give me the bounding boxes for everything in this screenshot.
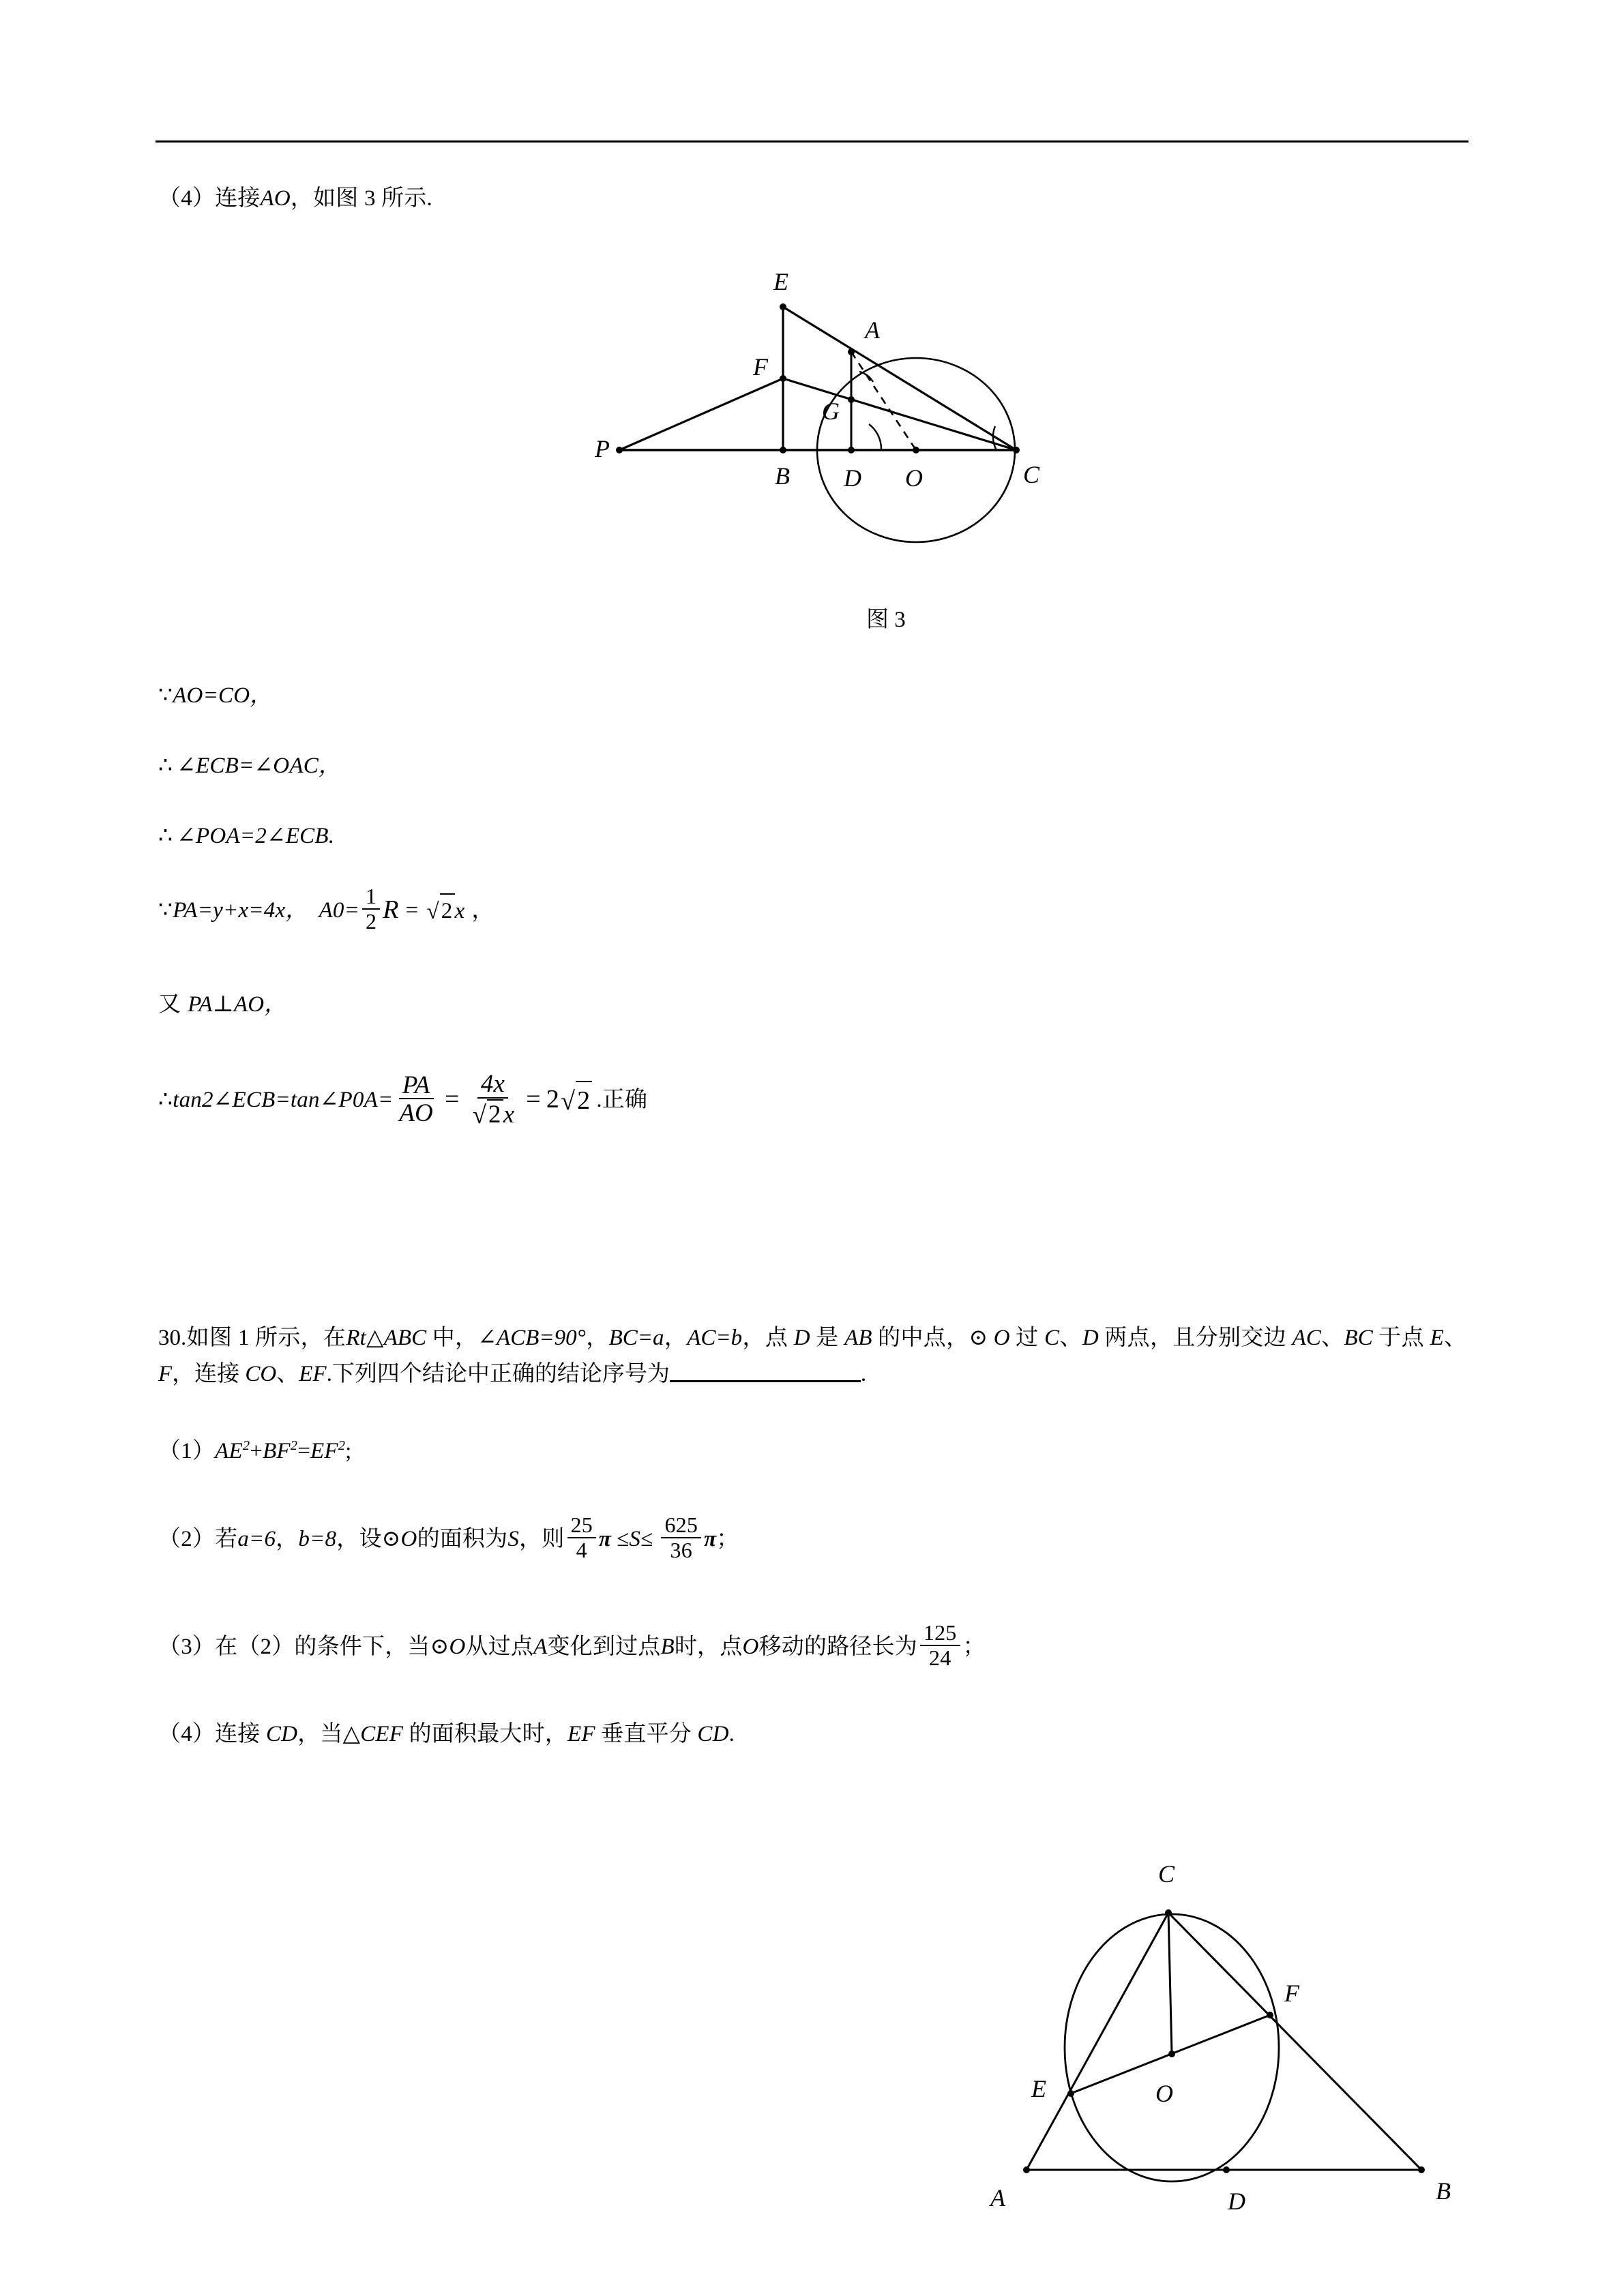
- fraction-numerator: 1: [362, 885, 380, 910]
- fraction-ao-denominator: AO: [399, 1099, 433, 1127]
- item-1-exp-1: 2: [242, 1438, 250, 1453]
- solution-line-4: [158, 886, 494, 934]
- part4-intro-suffix: ，如图 3 所示.: [290, 186, 432, 211]
- comma-1: ，: [471, 897, 494, 923]
- problem-30-item-4: [158, 1718, 735, 1750]
- point-b: [780, 447, 786, 453]
- point-g: [848, 396, 855, 403]
- fraction-denominator: 2: [366, 908, 377, 934]
- solution-line-3: [158, 820, 334, 852]
- stem-rt-triangle-abc: Rt△ABC: [346, 1326, 427, 1350]
- figure-1-svg: [955, 1787, 1473, 2215]
- item-1-exp-3: 2: [338, 1438, 346, 1453]
- point-d-fig1: [1223, 2166, 1230, 2173]
- figure-3-caption: 图 3: [866, 608, 906, 632]
- item-2-circle-o: O: [400, 1526, 417, 1551]
- result-coefficient: 2: [546, 1085, 560, 1114]
- item-4-marker: （4）: [158, 1722, 216, 1746]
- item-3-mid-2: 变化到过点: [547, 1634, 661, 1659]
- item-2-a-value: a=6: [237, 1526, 276, 1551]
- stem-circle-o: O: [993, 1326, 1010, 1350]
- label-o-fig1: O: [1155, 2080, 1173, 2107]
- pi-symbol-1: π: [598, 1526, 612, 1551]
- stem-text-15: 、: [276, 1362, 299, 1387]
- figure-3-svg: [546, 252, 1105, 593]
- label-b-fig1: B: [1436, 2177, 1451, 2205]
- solution-line-4-pre: PA=y+x=4x，: [173, 897, 308, 923]
- item-3-mid-1: 从过点: [465, 1634, 534, 1659]
- stem-point-d: D: [793, 1326, 810, 1350]
- item-1-marker: （1）: [158, 1439, 216, 1463]
- item-1-bf: BF: [263, 1439, 291, 1463]
- fraction-625-num: 625: [661, 1514, 701, 1538]
- item-4-cd-2: CD: [697, 1722, 729, 1746]
- stem-text-8: 过: [1009, 1326, 1045, 1350]
- point-a-fig1: [1023, 2166, 1030, 2173]
- part4-intro-prefix: （4）连接: [158, 186, 261, 211]
- fraction-36-den: 36: [670, 1537, 692, 1562]
- fraction-4x-numerator: 4x: [477, 1071, 508, 1099]
- part4-intro: [158, 183, 432, 215]
- fraction-25-over-4: [567, 1514, 596, 1562]
- stem-angle-acb: ∠ACB=90°: [477, 1326, 586, 1350]
- item-4-ef: EF: [567, 1722, 595, 1746]
- item-4-mid-3: 垂直平分: [595, 1722, 698, 1746]
- stem-text-11: 、: [1320, 1326, 1344, 1350]
- item-1-equals: =: [297, 1439, 311, 1463]
- figure-1: [955, 1787, 1473, 2215]
- stem-text-13: 、: [1443, 1326, 1467, 1350]
- sqrt-denominator-radicand: 2: [487, 1099, 503, 1127]
- stem-text-3: ，: [585, 1326, 609, 1350]
- stem-side-bc: BC: [1344, 1326, 1373, 1350]
- stem-point-f: F: [158, 1362, 173, 1387]
- item-3-mid-4: 移动的路径长为: [758, 1634, 917, 1659]
- problem-30-item-1: [158, 1435, 352, 1467]
- sqrt-tail-variable: x: [454, 899, 465, 924]
- item-4-cd: CD: [265, 1722, 298, 1746]
- stem-text-16: .下列四个结论中正确的结论序号为: [326, 1362, 670, 1387]
- point-f-fig1: [1267, 2012, 1273, 2018]
- solution-line-5-body: PA⊥AO，: [188, 992, 287, 1017]
- sqrt-2-result: [559, 1081, 592, 1120]
- item-4-pre: 连接: [215, 1722, 266, 1746]
- problem-30-item-3: [158, 1620, 986, 1671]
- segment-pf: [619, 378, 783, 450]
- problem-30-item-2: [158, 1512, 739, 1563]
- point-c: [1013, 447, 1020, 453]
- sqrt-denominator-tail: x: [503, 1099, 515, 1128]
- therefore-symbol-2: ∴: [158, 824, 173, 848]
- stem-text-12: 于点: [1372, 1326, 1430, 1350]
- fraction-pa-over-ao: [396, 1072, 437, 1127]
- label-c: C: [1023, 461, 1040, 488]
- item-3-point-b: B: [660, 1634, 675, 1659]
- label-d: D: [844, 464, 861, 492]
- label-f-fig1: F: [1284, 1980, 1299, 2007]
- item-1-exp-2: 2: [290, 1438, 298, 1453]
- point-o-fig1: [1168, 2051, 1175, 2057]
- label-g: G: [822, 398, 840, 425]
- item-3-point-o-2: O: [742, 1634, 759, 1659]
- label-a-fig1: A: [990, 2184, 1005, 2211]
- because-symbol-3: ∵: [158, 897, 173, 923]
- figure-3: [546, 252, 1105, 597]
- stem-text-9: 、: [1059, 1326, 1082, 1350]
- stem-point-c: C: [1044, 1326, 1060, 1350]
- pi-symbol-2: π: [704, 1526, 717, 1551]
- item-2-mid: 的面积为: [417, 1526, 508, 1551]
- item-2-pre: 若: [215, 1526, 238, 1551]
- stem-side-ac: AC: [1292, 1326, 1321, 1350]
- item-2-area-s: S: [507, 1526, 520, 1551]
- point-a: [848, 348, 855, 355]
- item-3-pre: 在（2）的条件下，当⊙: [215, 1634, 449, 1659]
- label-o: O: [905, 464, 923, 492]
- equals-sign-2: =: [444, 1085, 460, 1114]
- segment-cb: [1168, 1913, 1421, 2170]
- inequality-s: ≤S≤: [617, 1526, 653, 1551]
- part4-intro-segment-ao: AO: [260, 186, 291, 211]
- stem-text-14: ，连接: [172, 1362, 246, 1387]
- point-p: [616, 447, 623, 453]
- item-2-then: ，则: [519, 1526, 565, 1551]
- item-4-end: .: [728, 1722, 735, 1746]
- fraction-625-over-36: [661, 1514, 701, 1562]
- fraction-125-num: 125: [920, 1622, 960, 1646]
- solution-line-1-body: AO=CO，: [173, 683, 273, 708]
- solution-line-final: [158, 1069, 648, 1129]
- item-4-mid-2: 的面积最大时，: [403, 1722, 567, 1746]
- sqrt-sign-icon: √: [426, 899, 439, 925]
- stem-text-6: 是: [810, 1326, 845, 1350]
- item-2-b-value: b=8: [298, 1526, 337, 1551]
- solution-line-2-body: ∠ECB=∠OAC，: [177, 754, 342, 778]
- moreover-word: 又: [158, 992, 181, 1017]
- stem-text-7: 的中点，⊙: [872, 1326, 994, 1350]
- segment-ec: [783, 307, 1016, 450]
- point-e: [780, 303, 786, 310]
- item-4-mid-1: ，当△: [297, 1722, 361, 1746]
- stem-text-10: 两点，且分别交边: [1098, 1326, 1293, 1350]
- fraction-4x-over-sqrt2x: [468, 1071, 518, 1127]
- equals-sign-1: =: [405, 897, 419, 923]
- point-f: [780, 375, 786, 382]
- label-d-fig1: D: [1228, 2188, 1245, 2215]
- stem-segment-ef: EF: [299, 1362, 327, 1387]
- stem-ac-equals-b: AC=b: [687, 1326, 743, 1350]
- radius-symbol: R: [383, 895, 399, 924]
- problem-number: 30.: [158, 1326, 187, 1350]
- fraction-24-den: 24: [929, 1645, 951, 1670]
- stem-text-2: 中，: [426, 1326, 478, 1350]
- label-c-fig1: C: [1158, 1860, 1175, 1888]
- stem-bc-equals-a: BC=a: [608, 1326, 664, 1350]
- label-e-fig1: E: [1031, 2075, 1046, 2102]
- sqrt-2x: [425, 893, 464, 927]
- segment-co-fig1: [1168, 1913, 1172, 2054]
- segment-ao-dashed: [851, 352, 916, 450]
- point-o: [913, 447, 919, 453]
- answer-blank[interactable]: [670, 1358, 861, 1382]
- point-b-fig1: [1418, 2166, 1425, 2173]
- angle-mark-d: [869, 424, 881, 450]
- fraction-25-num: 25: [567, 1514, 596, 1538]
- item-2-semicolon: ；: [716, 1526, 739, 1551]
- stem-point-e: E: [1430, 1326, 1444, 1350]
- stem-end-period: .: [860, 1362, 867, 1387]
- equals-sign-3: =: [526, 1085, 541, 1114]
- solution-line-4-ao-label: A0=: [319, 897, 360, 923]
- label-f: F: [753, 353, 768, 381]
- item-2-sep-1: ，: [276, 1526, 299, 1551]
- stem-text-1: 如图 1 所示，在: [186, 1326, 346, 1350]
- point-d: [848, 447, 855, 453]
- stem-segment-co: CO: [245, 1362, 277, 1387]
- item-2-sep-2: ，设⊙: [336, 1526, 401, 1551]
- item-3-semicolon: ；: [962, 1634, 986, 1659]
- verdict-correct: .正确: [596, 1088, 648, 1113]
- header-rule: [156, 140, 1468, 143]
- solution-line-2: [158, 750, 341, 782]
- problem-30-stem: [158, 1320, 1466, 1393]
- label-e: E: [773, 268, 788, 295]
- item-4-cef: CEF: [360, 1722, 404, 1746]
- stem-segment-ab: AB: [844, 1326, 872, 1350]
- label-b: B: [775, 462, 790, 490]
- solution-line-5: [158, 989, 287, 1021]
- item-3-circle-o-1: O: [449, 1634, 466, 1659]
- point-e-fig1: [1067, 2090, 1074, 2097]
- solution-line-1: [158, 680, 273, 712]
- sqrt-radicand: 2: [440, 893, 455, 927]
- label-p: P: [595, 435, 610, 462]
- sqrt-sign-icon-3: √: [561, 1086, 576, 1116]
- item-2-marker: （2）: [158, 1526, 216, 1551]
- fraction-one-half: [362, 885, 380, 933]
- stem-text-4: ，: [664, 1326, 688, 1350]
- item-1-plus: +: [250, 1439, 263, 1463]
- stem-point-d2: D: [1082, 1326, 1099, 1350]
- fraction-sqrt2x-denominator: [468, 1099, 518, 1127]
- item-3-point-a: A: [533, 1634, 548, 1659]
- item-3-mid-3: 时，点: [674, 1634, 743, 1659]
- fraction-125-over-24: [920, 1622, 960, 1669]
- stem-text-5: ，点: [742, 1326, 794, 1350]
- result-radicand: 2: [576, 1081, 592, 1120]
- sqrt-sign-icon-2: √: [472, 1100, 487, 1129]
- item-3-marker: （3）: [158, 1634, 216, 1659]
- fraction-4-den: 4: [576, 1537, 587, 1562]
- item-1-ef: EF: [310, 1439, 338, 1463]
- label-a: A: [865, 316, 880, 344]
- point-c-fig1: [1165, 1909, 1172, 1916]
- tan-expression-pre: tan2∠ECB=tan∠P0A=: [173, 1088, 394, 1113]
- item-1-semicolon: ;: [345, 1439, 352, 1463]
- solution-line-3-body: ∠POA=2∠ECB.: [177, 824, 335, 848]
- therefore-symbol-3: ∴: [158, 1088, 173, 1113]
- therefore-symbol: ∴: [158, 754, 173, 778]
- because-symbol: ∵: [158, 683, 173, 708]
- item-1-ae: AE: [215, 1439, 243, 1463]
- fraction-pa-numerator: PA: [399, 1072, 434, 1100]
